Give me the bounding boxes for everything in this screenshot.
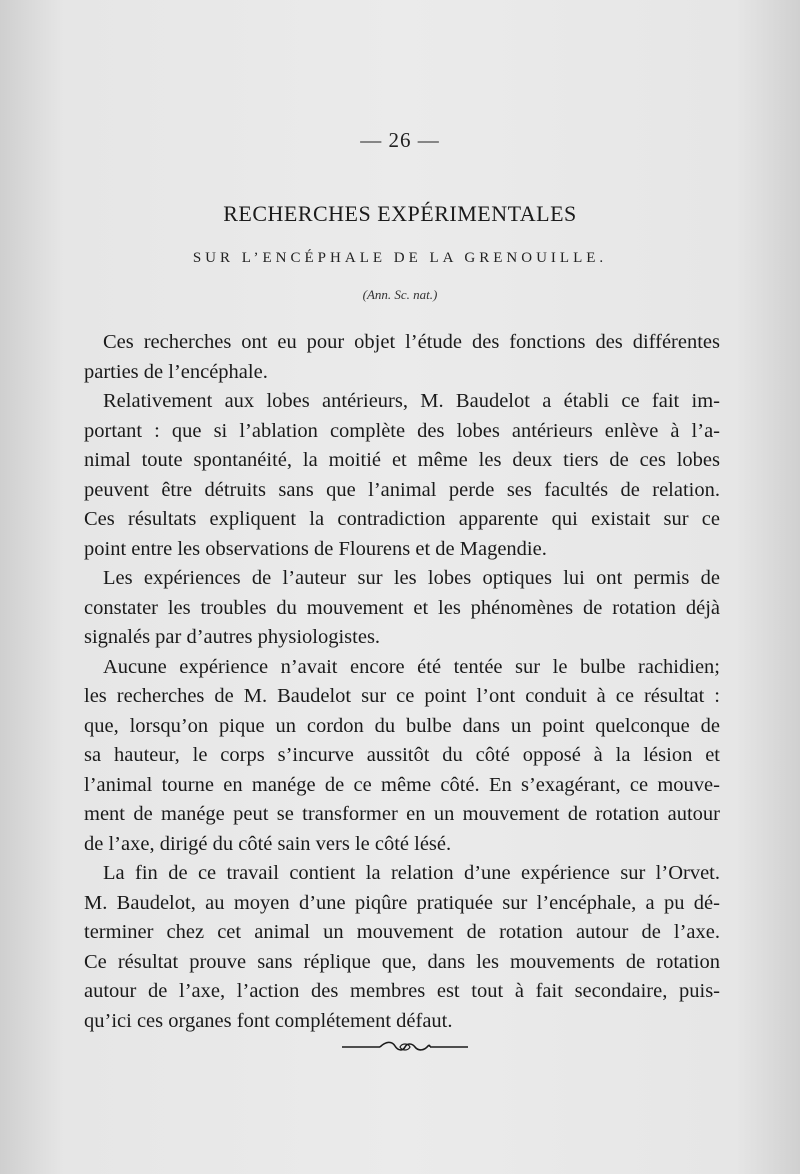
text-line: Ces recherches ont eu pour objet l’étude des fonctions des différentes bbox=[103, 331, 720, 353]
text-line: ment de manége peut se transformer en un mouvement de rotation autour bbox=[84, 803, 720, 825]
text-line: que, lorsqu’on pique un cordon du bulbe dans un point quelconque de bbox=[84, 714, 720, 737]
text-line: portant : que si l’ablation complète des lobes antérieurs enlève à l’a- bbox=[84, 419, 720, 442]
text-line: M. Baudelot, au moyen d’une piqûre pratiquée sur l’encéphale, a pu dé- bbox=[84, 891, 720, 914]
text-line: peuvent être détruits sans que l’animal perde ses facultés de relation. bbox=[84, 478, 720, 501]
text-line: constater les troubles du mouvement et les phénomènes de rotation déjà bbox=[84, 596, 720, 619]
flourish-divider-icon bbox=[340, 1037, 470, 1057]
text-line: signalés par d’autres physiologistes. bbox=[84, 626, 381, 648]
source-citation: (Ann. Sc. nat.) bbox=[362, 287, 438, 302]
text-line: point entre les observations de Flourens et de Magendie. bbox=[84, 537, 547, 560]
text-line: Les expériences de l’auteur sur les lobes optiques lui ont permis de bbox=[103, 567, 720, 589]
section-title: RECHERCHES EXPÉRIMENTALES bbox=[223, 201, 577, 226]
text-line: de l’axe, dirigé du côté sain vers le côté lésé. bbox=[84, 832, 452, 855]
text-line: l’animal tourne en manége de ce même côté. En s’exagérant, ce mouve- bbox=[84, 773, 720, 796]
section-subtitle: SUR L’ENCÉPHALE DE LA GRENOUILLE. bbox=[192, 250, 608, 266]
text-line: La fin de ce travail contient la relation d’une expérience sur l’Orvet. bbox=[103, 862, 720, 884]
text-line: qu’ici ces organes font complétement défaut. bbox=[84, 1009, 453, 1032]
text-line: les recherches de M. Baudelot sur ce point l’ont conduit à ce résultat : bbox=[84, 685, 720, 707]
text-line: nimal toute spontanéité, la moitié et même les deux tiers de ces lobes bbox=[84, 449, 720, 471]
text-line: Relativement aux lobes antérieurs, M. Baudelot a établi ce fait im- bbox=[103, 390, 720, 412]
text-line: Ce résultat prouve sans réplique que, dans les mouvements de rotation bbox=[84, 950, 720, 973]
text-line: terminer chez cet animal un mouvement de rotation autour de l’axe. bbox=[84, 921, 720, 943]
body-text bbox=[84, 328, 720, 1036]
text-line: Aucune expérience n’avait encore été tentée sur le bulbe rachidien; bbox=[103, 655, 720, 678]
page-number: — 26 — bbox=[360, 128, 440, 152]
text-line: parties de l’encéphale. bbox=[84, 360, 268, 383]
text-line: autour de l’axe, l’action des membres est tout à fait secondaire, puis- bbox=[84, 980, 720, 1002]
text-line: Ces résultats expliquent la contradiction apparente qui existait sur ce bbox=[84, 508, 720, 530]
text-line: sa hauteur, le corps s’incurve aussitôt du côté opposé à la lésion et bbox=[84, 744, 720, 766]
